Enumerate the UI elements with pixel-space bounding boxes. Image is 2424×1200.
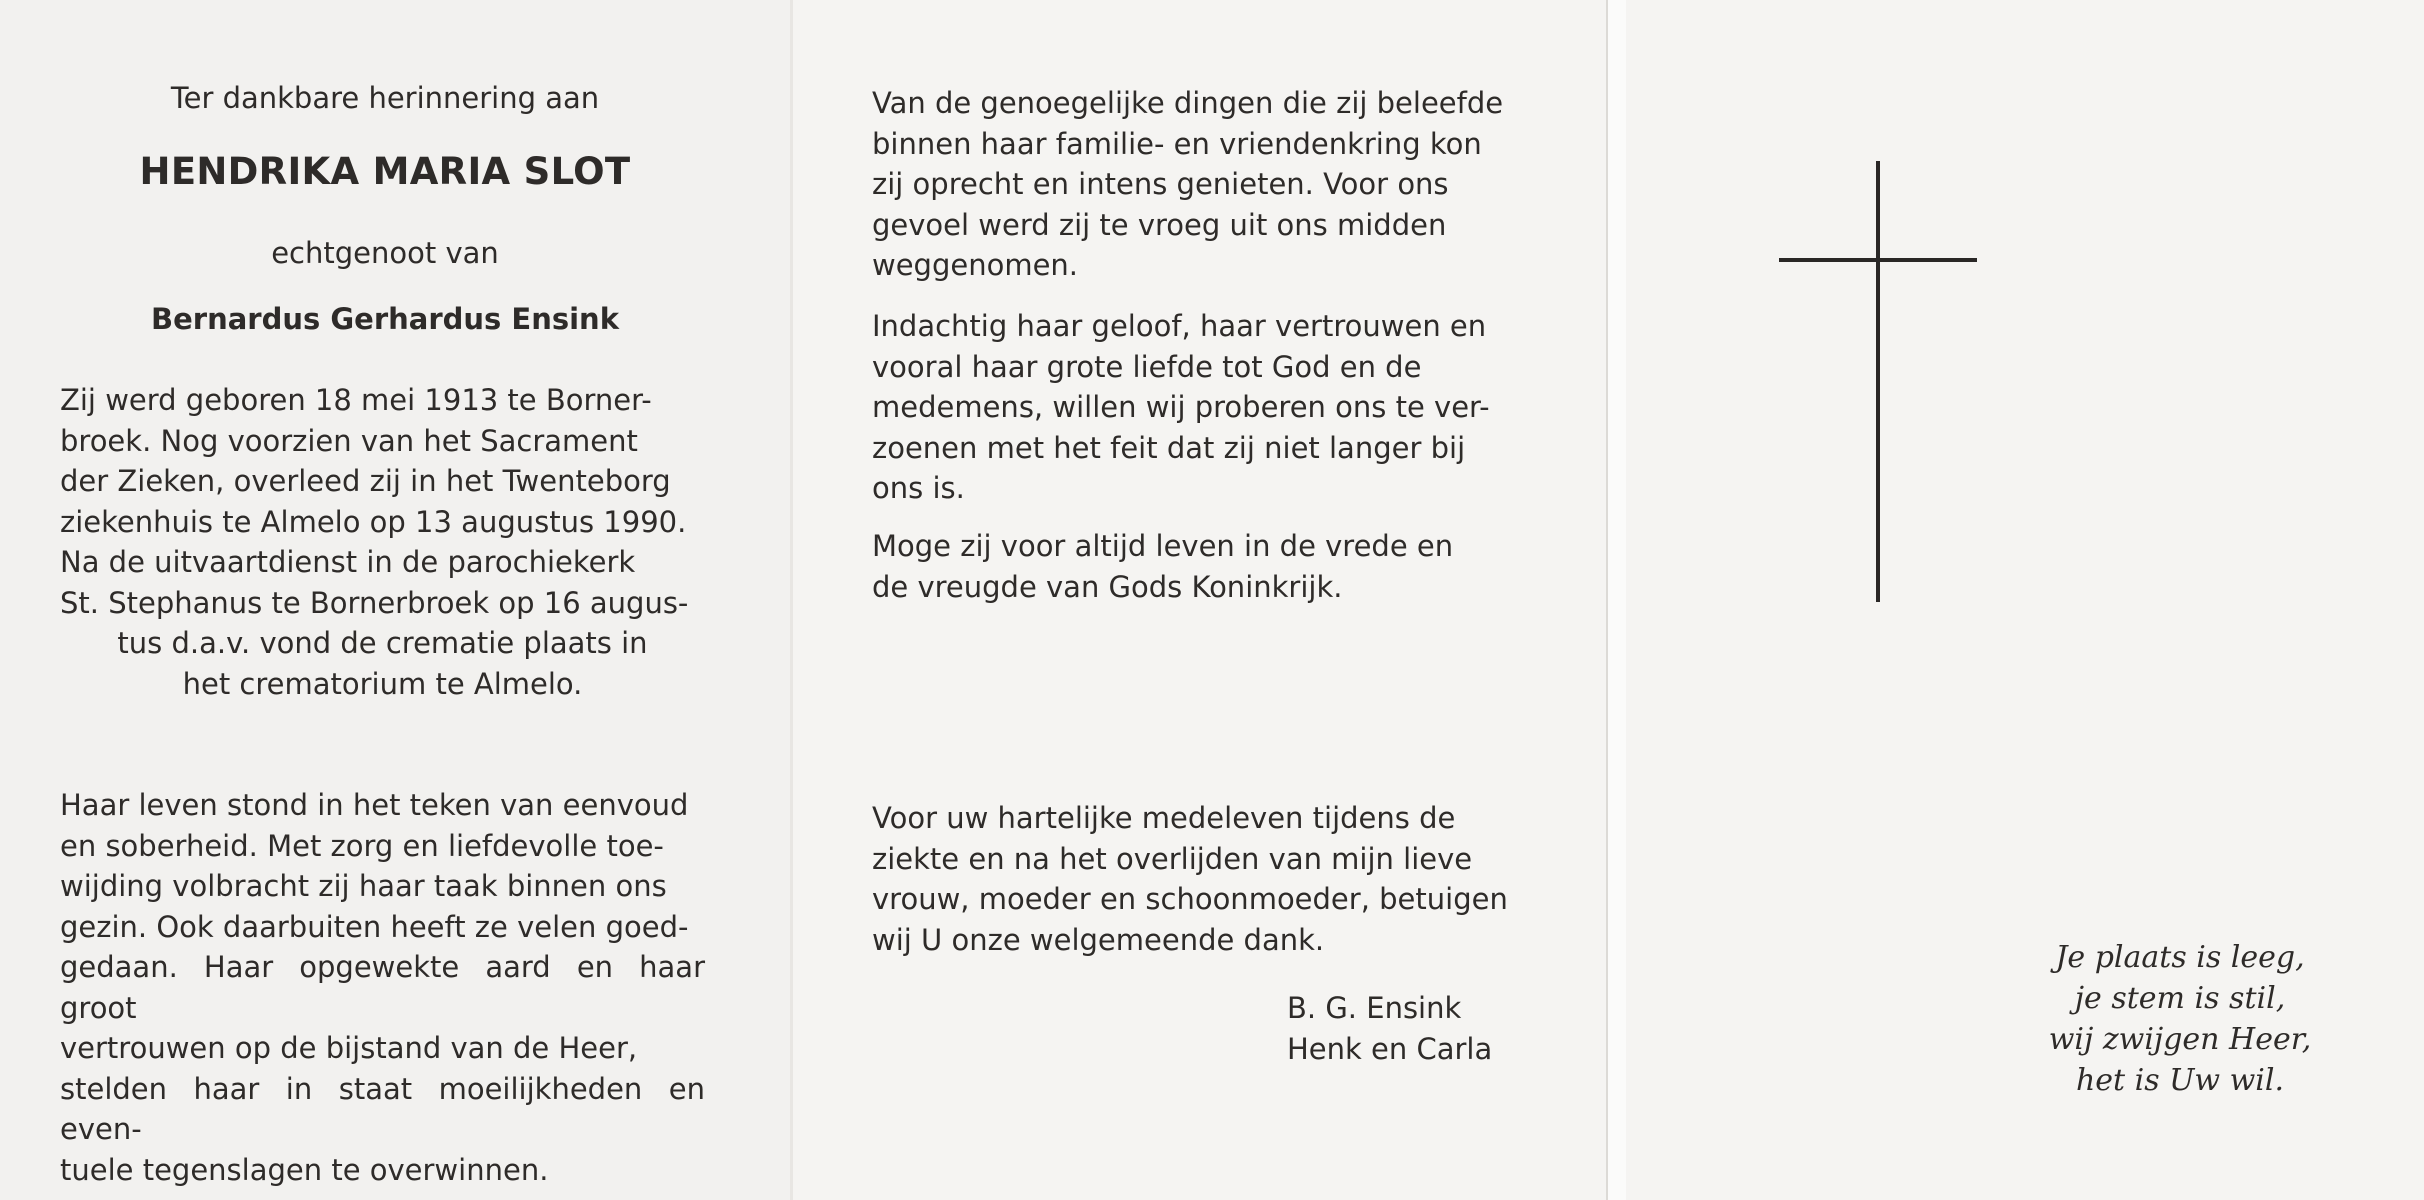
signers xyxy=(1287,988,1547,1069)
life-line: en soberheid. Met zorg en liefdevolle toe- xyxy=(60,828,664,863)
life-line: gedaan. Haar opgewekte aard en haar groot xyxy=(60,950,705,1025)
intro-text: Ter dankbare herinnering aan xyxy=(170,81,600,115)
poem-line: het is Uw wil. xyxy=(2075,1063,2285,1098)
life-line: vertrouwen op de bijstand van de Heer, xyxy=(60,1031,638,1065)
fold-line xyxy=(790,0,793,1200)
thanks-line: wij U onze welgemeende dank. xyxy=(872,922,1325,957)
memories-line: gevoel werd zij te vroeg uit ons midden xyxy=(872,207,1447,242)
bio-line: het crematorium te Almelo. xyxy=(182,666,583,701)
spouse-name: Bernardus Gerhardus Ensink xyxy=(151,302,619,336)
signer-name: Henk en Carla xyxy=(1287,1031,1493,1066)
memories-line: Van de genoegelijke dingen die zij beleefde xyxy=(872,86,1504,120)
cross-vertical-bar xyxy=(1876,161,1880,602)
memorial-poem xyxy=(2010,937,2350,1101)
faith-line: vooral haar grote liefde tot God en de xyxy=(872,349,1422,384)
life-paragraph xyxy=(60,785,705,1190)
thanks-line: vrouw, moeder en schoonmoeder, betuigen xyxy=(872,882,1508,916)
thanks-line: Voor uw hartelijke medeleven tijdens de xyxy=(872,801,1456,835)
memories-line: weggenomen. xyxy=(872,248,1079,282)
prayer-line: de vreugde van Gods Koninkrijk. xyxy=(872,569,1343,604)
prayer-line: Moge zij voor altijd leven in de vrede en xyxy=(872,529,1454,563)
bio-line: broek. Nog voorzien van het Sacrament xyxy=(60,423,638,458)
biography-paragraph xyxy=(60,380,705,704)
signer-name: B. G. Ensink xyxy=(1287,991,1462,1025)
faith-paragraph xyxy=(872,306,1517,509)
life-line: gezin. Ook daarbuiten heeft ze velen goed- xyxy=(60,909,689,944)
life-line: wijding volbracht zij haar taak binnen ons xyxy=(60,869,667,903)
bio-line: Zij werd geboren 18 mei 1913 te Borner- xyxy=(60,383,652,417)
bio-line: ziekenhuis te Almelo op 13 augustus 1990. xyxy=(60,504,687,539)
poem-line: Je plaats is leeg, xyxy=(2055,940,2305,975)
faith-line: Indachtig haar geloof, haar vertrouwen en xyxy=(872,309,1487,343)
faith-line: zoenen met het feit dat zij niet langer bij xyxy=(872,430,1466,465)
bio-line: der Zieken, overleed zij in het Twenteborg xyxy=(60,464,671,498)
thanks-line: ziekte en na het overlijden van mijn lieve xyxy=(872,841,1473,876)
cross-horizontal-bar xyxy=(1779,258,1977,262)
bio-line: Na de uitvaartdienst in de parochiekerk xyxy=(60,545,636,579)
bio-line: St. Stephanus te Bornerbroek op 16 augus- xyxy=(60,585,689,620)
bio-line: tus d.a.v. vond de crematie plaats in xyxy=(117,626,648,660)
poem-line: wij zwijgen Heer, xyxy=(2048,1022,2312,1057)
life-line: tuele tegenslagen te overwinnen. xyxy=(60,1152,549,1187)
life-line: stelden haar in staat moeilijkheden en even- xyxy=(60,1071,705,1146)
memories-paragraph xyxy=(872,83,1517,286)
deceased-name: HENDRIKA MARIA SLOT xyxy=(139,150,631,193)
thanks-paragraph xyxy=(872,798,1517,960)
spouse-label: echtgenoot van xyxy=(271,236,499,270)
prayer-paragraph xyxy=(872,526,1517,607)
faith-line: ons is. xyxy=(872,471,965,505)
faith-line: medemens, willen wij proberen ons te ver- xyxy=(872,390,1490,424)
life-line: Haar leven stond in het teken van eenvoud xyxy=(60,788,689,822)
memories-line: binnen haar familie- en vriendenkring kon xyxy=(872,126,1482,161)
poem-line: je stem is stil, xyxy=(2074,981,2286,1016)
memories-line: zij oprecht en intens genieten. Voor ons xyxy=(872,167,1449,201)
